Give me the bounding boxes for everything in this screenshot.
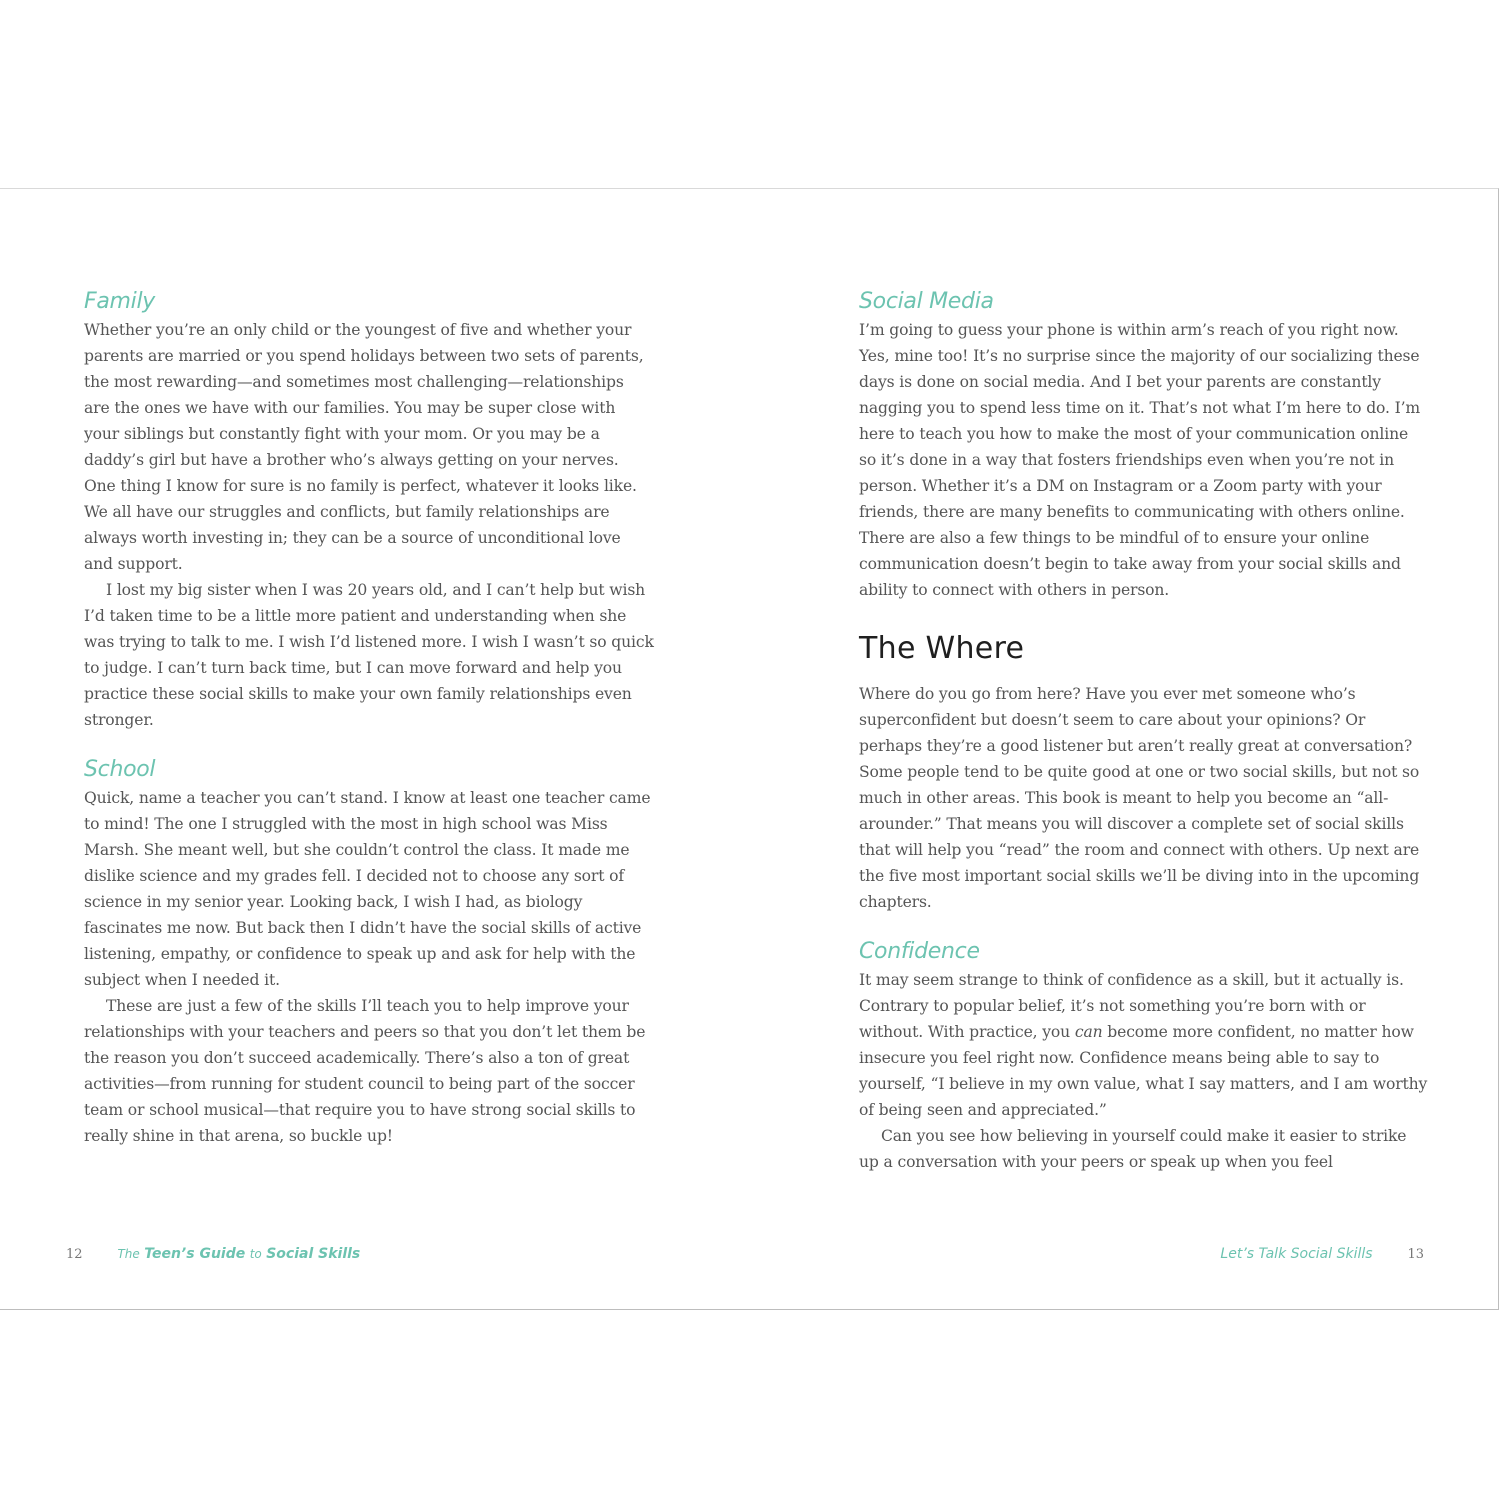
- title-the: The: [117, 1247, 140, 1261]
- confidence-text-start: It may seem strange to think of confidence as a skill, but it actually is. Contrary to popular belief, it’s not something you’re born with or without. With practice, you: [859, 971, 1404, 1041]
- social-media-heading: Social Media: [859, 289, 994, 314]
- left-page-column: [84, 287, 654, 1149]
- confidence-text-end: become more confident, no matter how insecure you feel right now. Confidence means being able to say to yourself, “I believe in my own value, what I say matters, and I am worthy of being seen and appreciated.”: [859, 1023, 1428, 1119]
- the-where-heading: The Where: [859, 631, 1025, 666]
- page-number-left: 12: [66, 1247, 83, 1262]
- the-where-paragraph: Where do you go from here? Have you ever met someone who’s superconfident but doesn’t seem to care about your opinions? Or perhaps they’re a good listener but aren’t really great at conversation? Some people tend to be quite good at one or two social skills, but not so much in other areas. This book is meant to help you become an “all-arounder.” That means you will discover a complete set of social skills that will help you “read” the room and connect with others. Up next are the five most important social skills we’ll be diving into in the upcoming chapters.: [859, 685, 1420, 911]
- confidence-emphasis: can: [1074, 1023, 1103, 1041]
- page-number-right: 13: [1407, 1247, 1424, 1262]
- social-media-paragraph: I’m going to guess your phone is within arm’s reach of you right now. Yes, mine too! It’s no surprise since the majority of our socializing these days is done on social media. And I bet your parents are constantly nagging you to spend less time on it. That’s not what I’m here to do. I’m here to teach you how to make the most of your communication online so it’s done in a way that fosters friendships even when you’re not in person. Whether it’s a DM on Instagram or a Zoom party with your friends, there are many benefits to communicating with others online. There are also a few things to be mindful of to ensure your online communication doesn’t begin to take away from your social skills and ability to connect with others in person.: [859, 321, 1421, 599]
- chapter-running-head: Let’s Talk Social Skills: [1220, 1246, 1373, 1262]
- title-social-skills: Social Skills: [266, 1246, 361, 1262]
- left-footer: [66, 1244, 360, 1265]
- confidence-paragraph-2: Can you see how believing in yourself could make it easier to strike up a conversation with your peers or speak up when you feel: [859, 1127, 1407, 1171]
- family-heading: Family: [84, 289, 156, 314]
- right-page-column: [859, 287, 1429, 1175]
- right-footer: [1220, 1244, 1424, 1265]
- confidence-heading: Confidence: [859, 939, 980, 964]
- school-paragraph-2: These are just a few of the skills I’ll teach you to help improve your relationships with your teachers and peers so that you don’t let them be the reason you don’t succeed academically. There’s also a ton of great activities—from running for student council to being part of the soccer team or school musical—that require you to have strong social skills to really shine in that arena, so buckle up!: [84, 997, 646, 1145]
- book-spread: [0, 188, 1499, 1310]
- title-to: to: [249, 1247, 262, 1261]
- school-paragraph-1: Quick, name a teacher you can’t stand. I know at least one teacher came to mind! The one I struggled with the most in high school was Miss Marsh. She meant well, but she couldn’t control the class. It made me dislike science and my grades fell. I decided not to choose any sort of science in my senior year. Looking back, I wish I had, as biology fascinates me now. But back then I didn’t have the social skills of active listening, empathy, or confidence to speak up and ask for help with the subject when I needed it.: [84, 789, 651, 989]
- school-heading: School: [84, 757, 156, 782]
- confidence-paragraph-1: [859, 967, 1429, 1123]
- title-teens-guide: Teen’s Guide: [144, 1246, 246, 1262]
- family-paragraph-2: I lost my big sister when I was 20 years old, and I can’t help but wish I’d taken time to be a little more patient and understanding when she was trying to talk to me. I wish I’d listened more. I wish I wasn’t so quick to judge. I can’t turn back time, but I can move forward and help you practice these social skills to make your own family relationships even stronger.: [84, 581, 654, 729]
- family-paragraph-1: Whether you’re an only child or the youngest of five and whether your parents are married or you spend holidays between two sets of parents, the most rewarding—and sometimes most challenging—relationships are the ones we have with our families. You may be super close with your siblings but constantly fight with your mom. Or you may be a daddy’s girl but have a brother who’s always getting on your nerves. One thing I know for sure is no family is perfect, whatever it looks like. We all have our struggles and conflicts, but family relationships are always worth investing in; they can be a source of unconditional love and support.: [84, 321, 644, 573]
- book-title-running-head: [117, 1246, 360, 1262]
